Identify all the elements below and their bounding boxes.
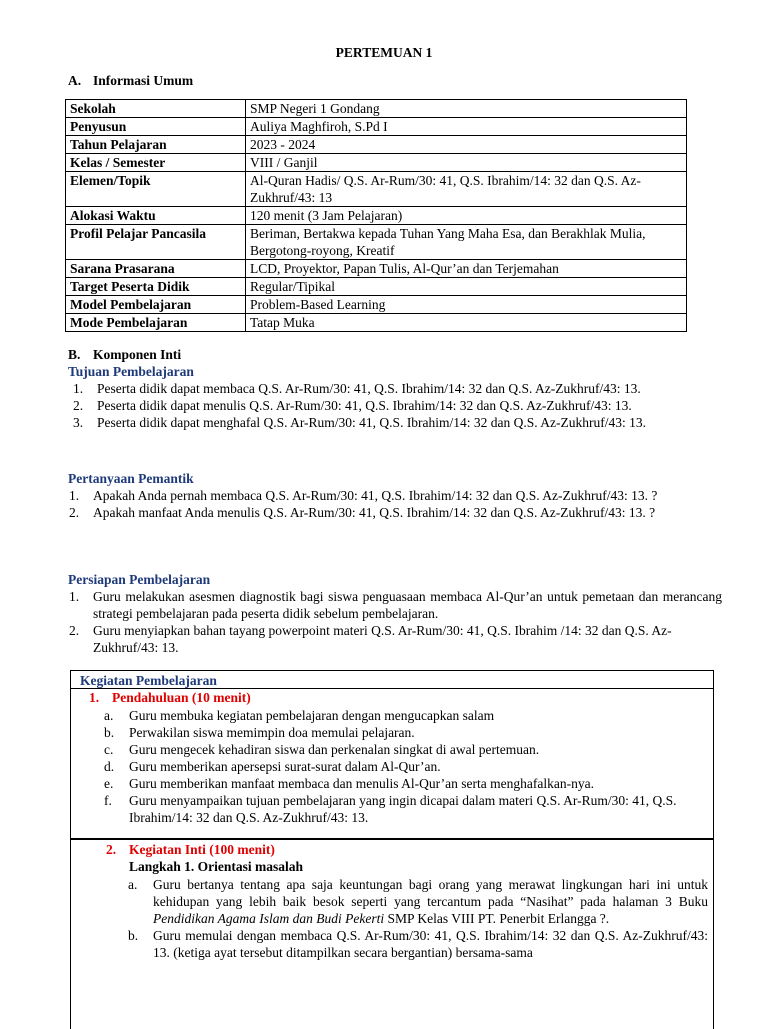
item-letter: a. xyxy=(128,877,138,892)
list-item xyxy=(73,397,723,414)
row-key: Mode Pembelajaran xyxy=(66,314,246,332)
item-number: 2. xyxy=(73,398,84,413)
list-item xyxy=(104,741,712,758)
page-title: PERTEMUAN 1 xyxy=(335,45,433,60)
row-key: Penyusun xyxy=(66,118,246,136)
row-key: Tahun Pelajaran xyxy=(66,136,246,154)
row-key: Alokasi Waktu xyxy=(66,207,246,225)
section-b-heading xyxy=(68,346,181,363)
row-key: Profil Pelajar Pancasila xyxy=(66,225,246,260)
row-key: Kelas / Semester xyxy=(66,154,246,172)
item-letter: b. xyxy=(128,928,139,943)
pemantik-heading: Pertanyaan Pemantik xyxy=(68,471,194,486)
table-row xyxy=(66,136,687,154)
tujuan-list xyxy=(73,380,723,431)
item-text: Peserta didik dapat menghafal Q.S. Ar-Rum/30: 41, Q.S. Ibrahim/14: 32 dan Q.S. Az-Zukhruf/43: 13. xyxy=(97,415,647,430)
list-item xyxy=(128,927,708,961)
item-text: SMP Kelas VIII PT. Penerbit Erlangga ?. xyxy=(384,911,610,926)
item-number: 2. xyxy=(69,623,80,638)
table-row xyxy=(66,154,687,172)
item-text: Guru memberikan manfaat membaca dan menulis Al-Qur’an serta menghafalkan-nya. xyxy=(129,776,594,791)
kegiatan-box-pendahuluan xyxy=(70,670,714,840)
row-value: Tatap Muka xyxy=(246,314,687,332)
table-row xyxy=(66,296,687,314)
list-item xyxy=(128,876,708,927)
item-text: Guru bertanya tentang apa saja keuntungan bagi orang yang merawat lingkungan hari ini untuk kehidupan yang lebih baik besok seperti yang tercantum pada “Nasihat” pada halaman 3 Buku xyxy=(153,877,708,909)
item-text: Perwakilan siswa memimpin doa memulai pelajaran. xyxy=(129,725,415,740)
section-number: B. xyxy=(68,347,81,362)
list-item xyxy=(104,758,712,775)
row-value: Problem-Based Learning xyxy=(246,296,687,314)
table-row xyxy=(66,225,687,260)
kegiatan-heading: Kegiatan Pembelajaran xyxy=(80,673,217,688)
table-row xyxy=(66,172,687,207)
row-value: Auliya Maghfiroh, S.Pd I xyxy=(246,118,687,136)
list-item xyxy=(69,487,713,504)
list-item xyxy=(69,588,722,622)
row-key: Sarana Prasarana xyxy=(66,260,246,278)
langkah-heading: Langkah 1. Orientasi masalah xyxy=(129,859,304,874)
table-row xyxy=(66,314,687,332)
info-table xyxy=(65,99,687,332)
item-number: 3. xyxy=(73,415,84,430)
table-row xyxy=(66,278,687,296)
list-item xyxy=(73,414,713,431)
item-label: Pendahuluan (10 menit) xyxy=(112,690,251,705)
row-key: Model Pembelajaran xyxy=(66,296,246,314)
row-value: LCD, Proyektor, Papan Tulis, Al-Qur’an dan Terjemahan xyxy=(246,260,687,278)
list-item xyxy=(73,380,723,397)
table-row xyxy=(66,118,687,136)
item-number: 2. xyxy=(69,505,80,520)
item-text: Guru membuka kegiatan pembelajaran dengan mengucapkan salam xyxy=(129,708,495,723)
row-value: Regular/Tipikal xyxy=(246,278,687,296)
row-key: Target Peserta Didik xyxy=(66,278,246,296)
row-value: Al-Quran Hadis/ Q.S. Ar-Rum/30: 41, Q.S. Ibrahim/14: 32 dan Q.S. Az-Zukhruf/43: 13 xyxy=(246,172,687,207)
item-letter: f. xyxy=(104,793,112,808)
list-item xyxy=(104,775,712,792)
inti-heading xyxy=(106,841,275,858)
table-row xyxy=(66,260,687,278)
item-text: Guru mengecek kehadiran siswa dan perkenalan singkat di awal pertemuan. xyxy=(129,742,540,757)
table-row xyxy=(66,207,687,225)
row-key: Sekolah xyxy=(66,100,246,118)
inti-list xyxy=(128,876,708,961)
item-letter: c. xyxy=(104,742,114,757)
item-letter: d. xyxy=(104,759,115,774)
item-text: Guru melakukan asesmen diagnostik bagi siswa penguasaan membaca Al-Qur’an untuk pemetaan dan merancang strategi pembelajaran pada peserta didik sebelum pembelajaran. xyxy=(93,589,722,621)
item-letter: e. xyxy=(104,776,114,791)
row-key: Elemen/Topik xyxy=(66,172,246,207)
table-row xyxy=(66,100,687,118)
item-text: Guru memberikan apersepsi surat-surat dalam Al-Qur’an. xyxy=(129,759,441,774)
item-number: 1. xyxy=(69,589,80,604)
book-title: Pendidikan Agama Islam dan Budi Pekerti xyxy=(153,911,385,926)
item-text: Apakah manfaat Anda menulis Q.S. Ar-Rum/30: 41, Q.S. Ibrahim/14: 32 dan Q.S. Az-Zukhruf/43: 13. ? xyxy=(93,505,656,520)
item-text: Guru memulai dengan membaca Q.S. Ar-Rum/30: 41, Q.S. Ibrahim/14: 32 dan Q.S. Az-Zukhruf/43: 13. (ketiga ayat tersebut ditampilkan secara bergantian) bersama-sama xyxy=(153,928,708,960)
pendahuluan-list xyxy=(104,707,712,826)
item-text: Guru menyiapkan bahan tayang powerpoint materi Q.S. Ar-Rum/30: 41, Q.S. Ibrahim /14: 32 dan Q.S. Az-Zukhruf/43: 13. xyxy=(93,623,672,655)
item-label: Kegiatan Inti (100 menit) xyxy=(129,842,275,857)
row-value: 120 menit (3 Jam Pelajaran) xyxy=(246,207,687,225)
list-item xyxy=(104,792,714,826)
item-number: 1. xyxy=(73,381,84,396)
section-number: A. xyxy=(68,73,82,88)
row-value: VIII / Ganjil xyxy=(246,154,687,172)
item-text: Guru menyampaikan tujuan pembelajaran yang ingin dicapai dalam materi Q.S. Ar-Rum/30: 41, Q.S. Ibrahim/14: 32 dan Q.S. Az-Zukhruf/43: 13. xyxy=(129,793,677,825)
item-text: Apakah Anda pernah membaca Q.S. Ar-Rum/30: 41, Q.S. Ibrahim/14: 32 dan Q.S. Az-Zukhruf/43: 13. ? xyxy=(93,488,658,503)
section-a-heading xyxy=(68,72,193,89)
kegiatan-box-inti xyxy=(70,838,714,1029)
pendahuluan-heading xyxy=(89,689,251,706)
item-letter: a. xyxy=(104,708,114,723)
list-item xyxy=(104,707,712,724)
persiapan-heading: Persiapan Pembelajaran xyxy=(68,572,211,587)
item-text: Peserta didik dapat menulis Q.S. Ar-Rum/30: 41, Q.S. Ibrahim/14: 32 dan Q.S. Az-Zukhruf/43: 13. xyxy=(97,398,632,413)
list-item xyxy=(69,622,705,656)
item-number: 1. xyxy=(89,690,100,705)
row-value: 2023 - 2024 xyxy=(246,136,687,154)
list-item xyxy=(69,504,713,521)
tujuan-heading: Tujuan Pembelajaran xyxy=(68,364,194,379)
item-letter: b. xyxy=(104,725,115,740)
section-label: Komponen Inti xyxy=(93,347,182,362)
item-text: Peserta didik dapat membaca Q.S. Ar-Rum/30: 41, Q.S. Ibrahim/14: 32 dan Q.S. Az-Zukhruf/43: 13. xyxy=(97,381,641,396)
persiapan-list xyxy=(69,588,722,656)
item-number: 1. xyxy=(69,488,80,503)
item-number: 2. xyxy=(106,842,117,857)
section-label: Informasi Umum xyxy=(93,73,194,88)
row-value: Beriman, Bertakwa kepada Tuhan Yang Maha Esa, dan Berakhlak Mulia, Bergotong-royong, Kreatif xyxy=(246,225,687,260)
list-item xyxy=(104,724,712,741)
pemantik-list xyxy=(69,487,713,521)
row-value: SMP Negeri 1 Gondang xyxy=(246,100,687,118)
